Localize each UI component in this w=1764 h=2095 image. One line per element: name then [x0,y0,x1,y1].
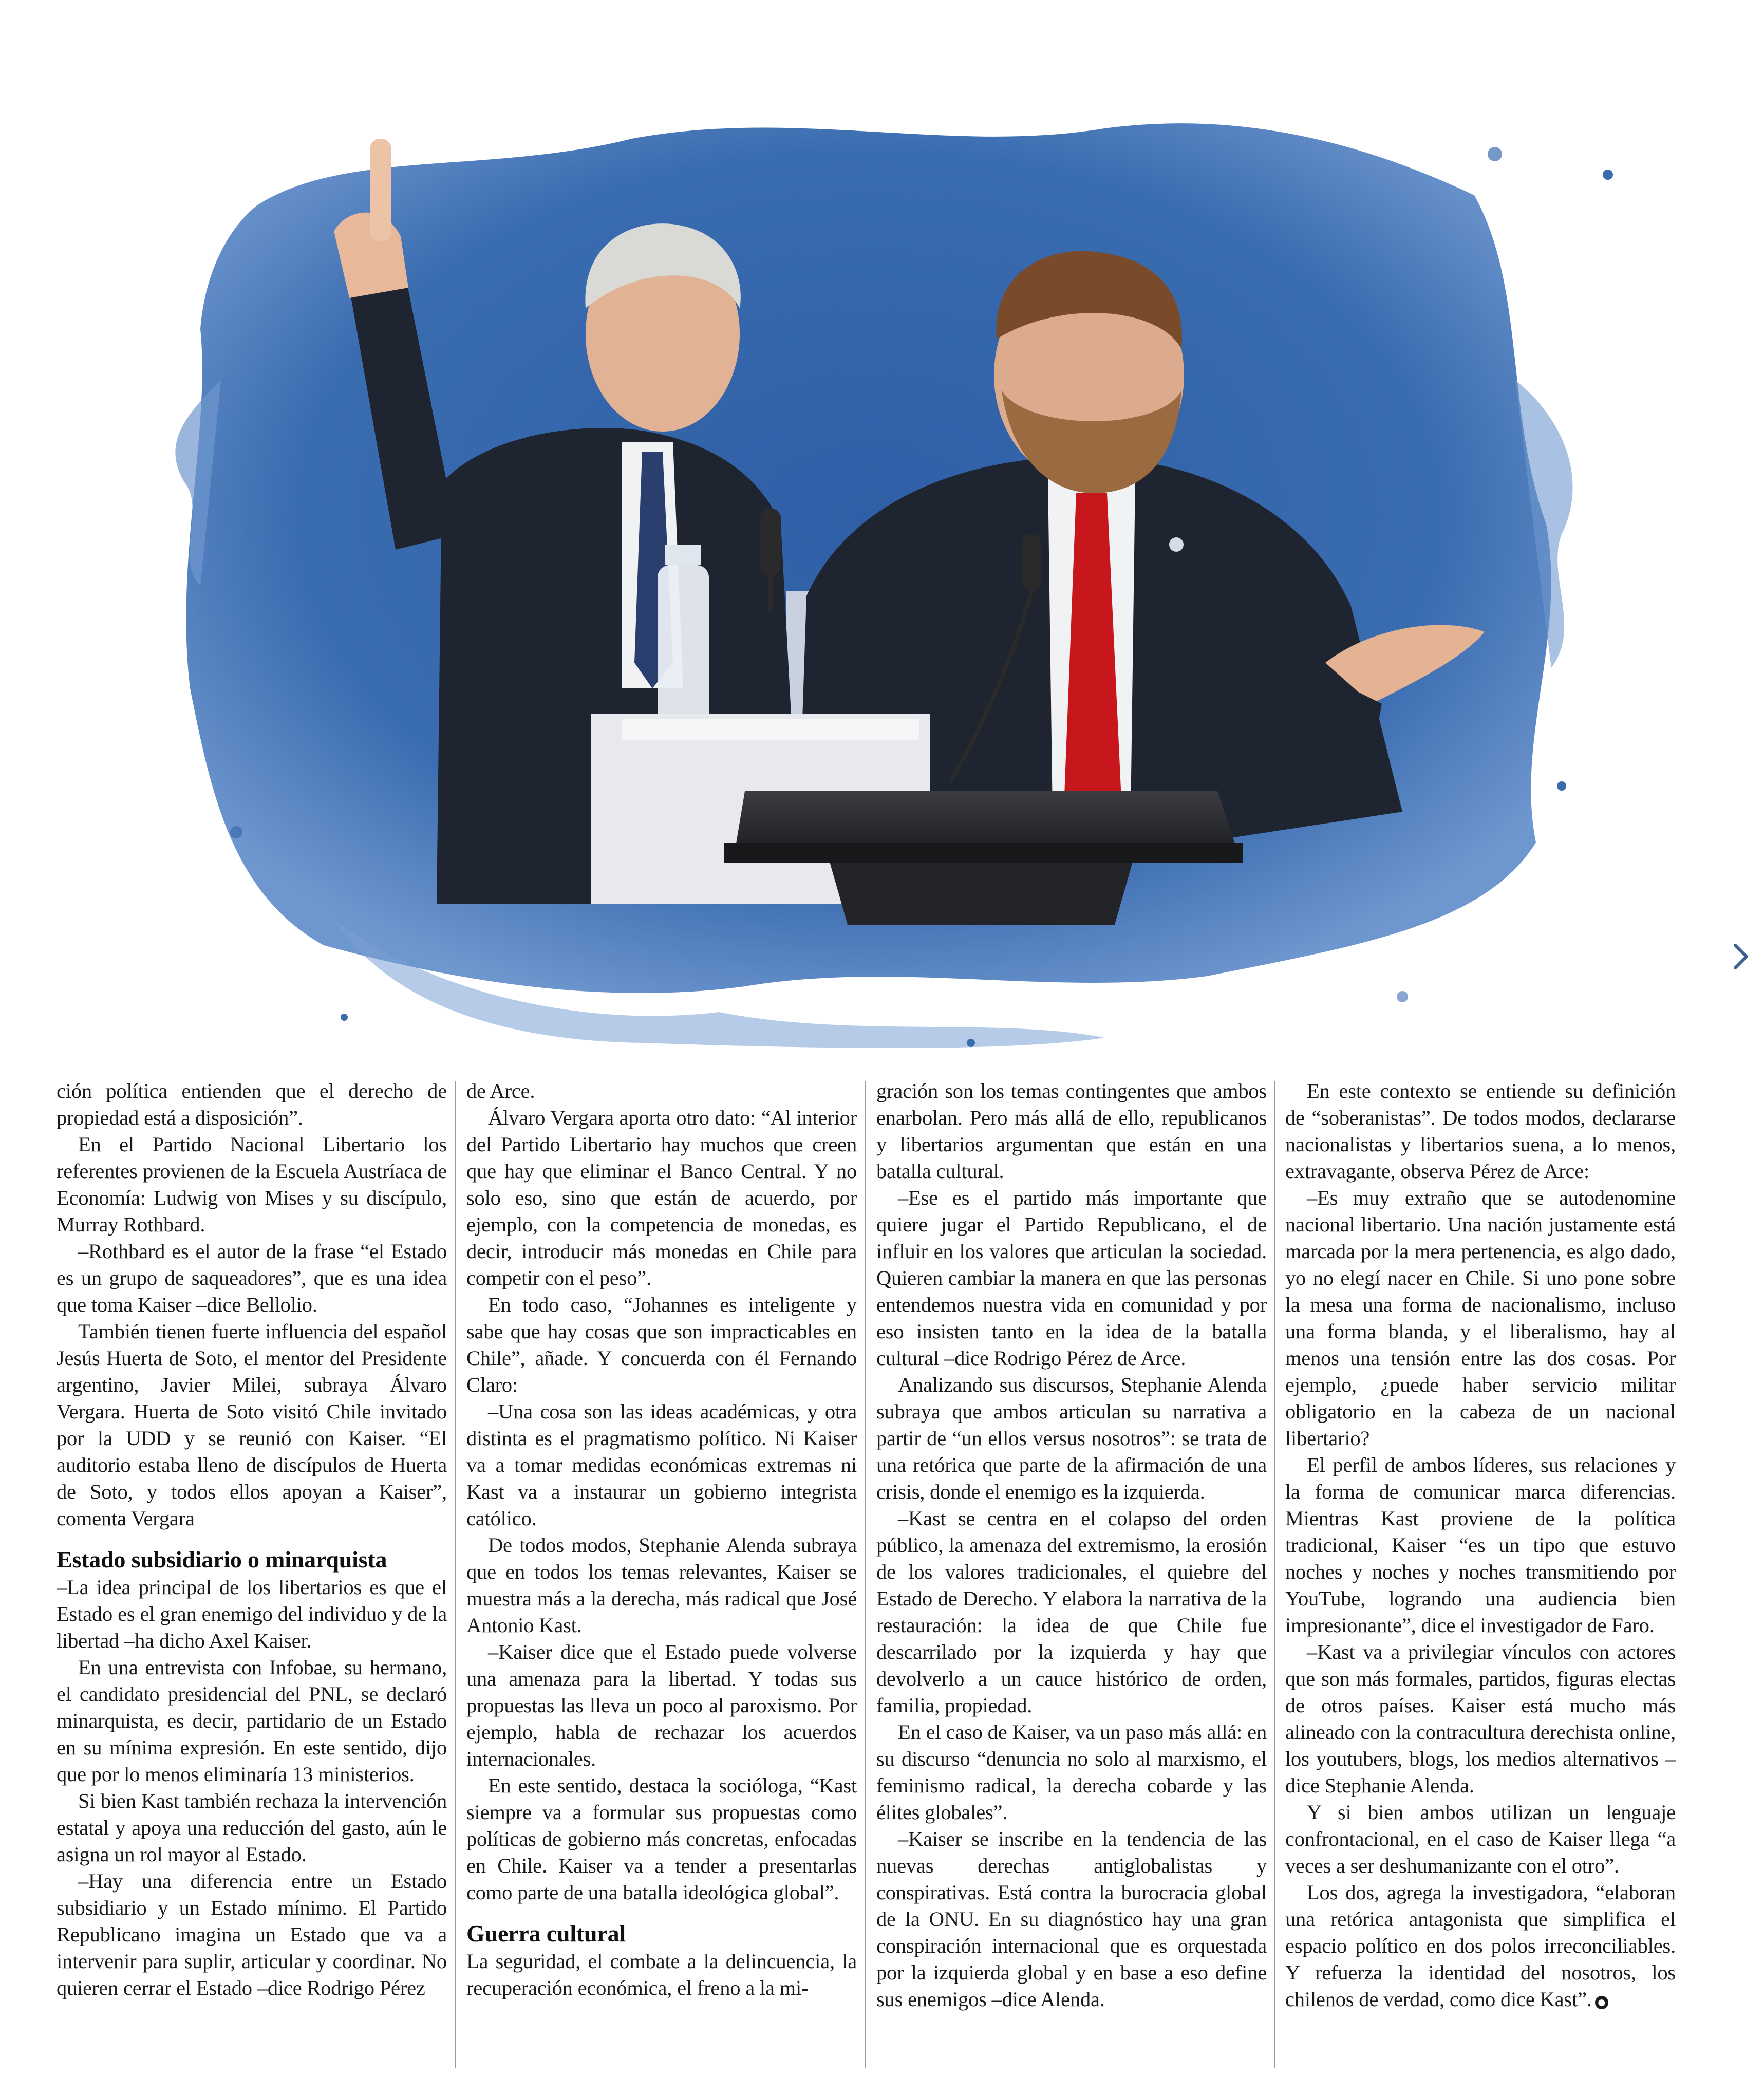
heading-text: Estado subsidiario o minarquista [57,1546,387,1573]
paragraph-text: –Kast se centra en el colapso del orden público, la amenaza del extremismo, la erosión de los valores tradicionales, el quiebre del Estado de Derecho. Y elabora la narrativa de la restauración: la idea de que Chile fue descarrilado por la izquierda y hay que devolverlo a un cauce histórico de orden, familia, propiedad. [876,1507,1267,1717]
article-paragraph [876,1372,1267,1505]
article-paragraph [466,1639,857,1772]
article-paragraph [466,1772,857,1906]
article-paragraph [466,1532,857,1639]
paragraph-text: ción política entienden que el derecho de propiedad está a disposición”. [57,1079,447,1129]
article-paragraph [1285,1799,1676,1879]
article-paragraph [466,1078,857,1105]
paragraph-text: –La idea principal de los libertarios es que el Estado es el gran enemigo del individuo y de la libertad –ha dicho Axel Kaiser. [57,1576,447,1652]
paragraph-text: Álvaro Vergara aporta otro dato: “Al interior del Partido Libertario hay muchos que creen que hay que eliminar el Banco Central. Y no solo eso, sino que están de acuerdo, por ejemplo, con la competencia de monedas, es decir, introducir más monedas en Chile para competir con el peso”. [466,1106,857,1289]
article-paragraph [1285,1639,1676,1799]
article-photo [128,21,1618,1058]
paragraph-text: de Arce. [466,1079,535,1102]
article-paragraph [57,1238,447,1318]
water-bottle [658,545,709,740]
paragraph-text: En una entrevista con Infobae, su hermano, el candidato presidencial del PNL, se declaró minarquista, es decir, partidario de un Estado en su mínima expresión. En este sentido, dijo que por lo menos eliminaría 13 ministerios. [57,1656,447,1786]
paragraph-text: En el Partido Nacional Libertario los referentes provienen de la Escuela Austríaca de Economía: Ludwig von Mises y su discípulo, Murray Rothbard. [57,1133,447,1236]
paragraph-text: –Hay una diferencia entre un Estado subsidiario y un Estado mínimo. El Partido Republicano imagina un Estado que va a intervenir para suplir, articular y coordinar. No quieren cerrar el Estado –dice Rodrigo Pérez [57,1869,447,1999]
article-paragraph [57,1654,447,1788]
paragraph-text: De todos modos, Stephanie Alenda subraya que en todos los temas relevantes, Kaiser se muestra más a la derecha, más radical que José Antonio Kast. [466,1533,857,1637]
paragraph-text: Y si bien ambos utilizan un lenguaje confrontacional, en el caso de Kaiser llega “a veces a ser deshumanizante con el otro”. [1285,1801,1676,1877]
article-paragraph [1285,1879,1676,2013]
section-heading [57,1545,447,1574]
paragraph-text: –Es muy extraño que se autodenomine nacional libertario. Una nación justamente está marcada por la mera pertenencia, es algo dado, yo no elegí nacer en Chile. Si uno pone sobre la mesa una forma de nacionalismo, incluso una forma blanda, y el liberalismo, hay al menos una tensión entre las dos cosas. Por ejemplo, ¿puede haber servicio militar obligatorio en la cabeza de un nacional libertario? [1285,1186,1676,1450]
article-paragraph [876,1719,1267,1826]
paragraph-text: Si bien Kast también rechaza la intervención estatal y apoya una reducción del gasto, aún le asigna un rol mayor al Estado. [57,1789,447,1866]
article-paragraph [466,1948,857,2002]
article-paragraph [1285,1452,1676,1639]
article-paragraph [876,1078,1267,1185]
paragraph-text: –Rothbard es el autor de la frase “el Estado es un grupo de saqueadores”, que es una idea que toma Kaiser –dice Bellolio. [57,1240,447,1316]
paragraph-text: –Kaiser se inscribe en la tendencia de las nuevas derechas antiglobalistas y conspirativas. Está contra la burocracia global de la ONU. En su diagnóstico hay una gran conspiración internacional que es orquestada por la izquierda global y en base a eso define sus enemigos –dice Alenda. [876,1827,1267,2011]
article-paragraph [876,1826,1267,2013]
section-heading [466,1919,857,1948]
paragraph-text: gración son los temas contingentes que ambos enarbolan. Pero más allá de ello, republicanos y libertarios argumentan que están en una batalla cultural. [876,1079,1267,1183]
article-paragraph [466,1105,857,1292]
article-paragraph [466,1292,857,1398]
article-paragraph [57,1318,447,1532]
column-rule [865,1081,866,2068]
heading-text: Guerra cultural [466,1920,626,1947]
article-paragraph [57,1078,447,1131]
column-rule [1274,1081,1275,2068]
paragraph-text: En todo caso, “Johannes es inteligente y sabe que hay cosas que son impracticables en Chile”, añade. Y concuerda con él Fernando Claro: [466,1293,857,1396]
article-paragraph [57,1868,447,2002]
article-paragraph [876,1185,1267,1372]
paragraph-text: Los dos, agrega la investigadora, “elaboran una retórica antagonista que simplifica el espacio político en dos polos irreconciliables. Y refuerza la identidad del nosotros, los chilenos de verdad, como dice Kast”. [1285,1881,1676,2011]
paragraph-text: El perfil de ambos líderes, sus relaciones y la forma de comunicar marca diferencias. Mientras Kast proviene de la política tradicional, Kaiser “es un tipo que estuvo noches y noches y noches transmitiendo por YouTube, logrando una audiencia bien impresionante”, dice el investigador de Faro. [1285,1453,1676,1637]
article-paragraph [57,1131,447,1238]
article-column-1 [57,1078,447,2074]
paragraph-text: –Kaiser dice que el Estado puede volverse una amenaza para la libertad. Y todas sus propuestas las lleva un poco al paroxismo. Por ejemplo, habla de rechazar los acuerdos internacionales. [466,1640,857,1770]
next-page-button[interactable] [1730,940,1753,973]
article-paragraph [1285,1078,1676,1185]
article-column-4 [1285,1078,1676,2074]
article-column-2 [466,1078,857,2074]
article-paragraph [876,1505,1267,1719]
paragraph-text: –Kast va a privilegiar vínculos con actores que son más formales, partidos, figuras electas de otros países. Kaiser está mucho más alineado con la contracultura derechista online, los youtubers, blogs, los medios alternativos –dice Stephanie Alenda. [1285,1640,1676,1797]
article-paragraph [1285,1185,1676,1452]
chevron-right-icon [1730,940,1753,973]
column-rule [455,1081,456,2068]
article-paragraph [57,1574,447,1654]
paragraph-text: –Ese es el partido más importante que quiere jugar el Partido Republicano, el de influir en los valores que articulan la sociedad. Quieren cambiar la manera en que las personas entendemos nuestra vida en comunidad y por eso insisten tanto en la idea de la batalla cultural –dice Rodrigo Pérez de Arce. [876,1186,1267,1370]
end-mark-icon: ● [1595,1996,1608,2009]
article-column-3 [876,1078,1267,2074]
paragraph-text: –Una cosa son las ideas académicas, y otra distinta es el pragmatismo político. Ni Kaiser va a tomar medidas económicas extremas ni Kast va a instaurar un gobierno integrista católico. [466,1400,857,1530]
paragraph-text: En este sentido, destaca la socióloga, “Kast siempre va a formular sus propuestas como políticas de gobierno más concretas, enfocadas en Chile. Kaiser va a tender a presentarlas como parte de una batalla ideológica global”. [466,1774,857,1904]
paragraph-text: En este contexto se entiende su definición de “soberanistas”. De todos modos, declararse nacionalistas y libertarios suena, a lo menos, extravagante, observa Pérez de Arce: [1285,1079,1676,1183]
paragraph-text: La seguridad, el combate a la delincuencia, la recuperación económica, el freno a la mi- [466,1950,857,1999]
paragraph-text: También tienen fuerte influencia del español Jesús Huerta de Soto, el mentor del Presidente argentino, Javier Milei, subraya Álvaro Vergara. Huerta de Soto visitó Chile invitado por la UDD y se reunió con Kaiser. “El auditorio estaba lleno de discípulos de Huerta de Soto, y todos ellos apoyan a Kaiser”, comenta Vergara [57,1320,447,1530]
paragraph-text: Analizando sus discursos, Stephanie Alenda subraya que ambos articulan su narrativa a partir de “un ellos versus nosotros”: se trata de una retórica que parte de la afirmación de una crisis, donde el enemigo es la izquierda. [876,1373,1267,1503]
article-paragraph [466,1398,857,1532]
article-paragraph [57,1788,447,1868]
paragraph-text: En el caso de Kaiser, va un paso más allá: en su discurso “denuncia no solo al marxismo, el feminismo radical, la derecha cobarde y las élites globales”. [876,1720,1267,1824]
